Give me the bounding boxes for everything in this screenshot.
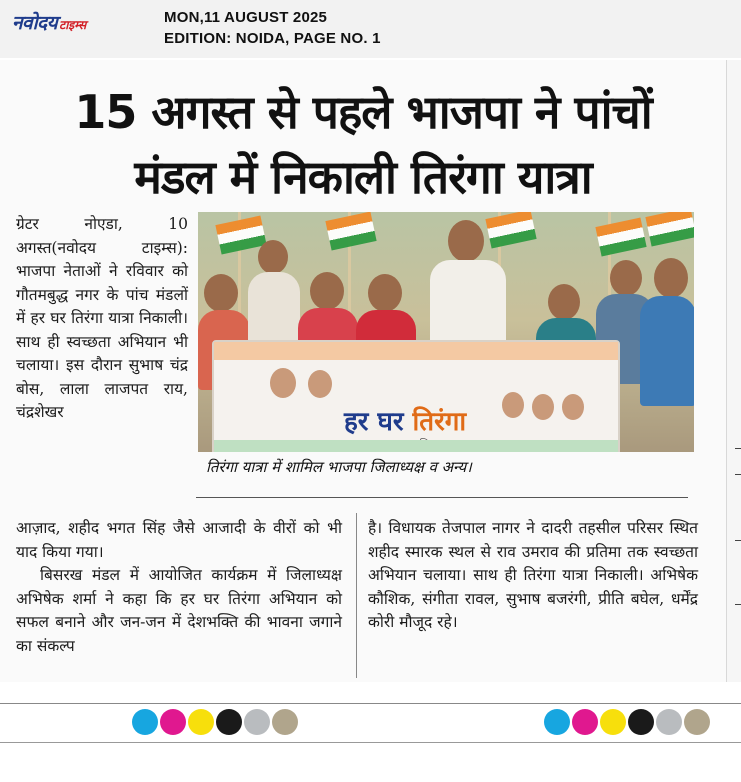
- registration-dot: [160, 709, 186, 735]
- article-photo: [198, 212, 694, 452]
- banner-portrait: [562, 394, 584, 420]
- edge-tick: [735, 448, 741, 449]
- registration-dot: [244, 709, 270, 735]
- banner-portrait: [502, 392, 524, 418]
- body-column-left: [16, 517, 342, 658]
- column-divider: [356, 513, 357, 678]
- registration-dot: [132, 709, 158, 735]
- registration-dot: [272, 709, 298, 735]
- edition-info: EDITION: NOIDA, PAGE NO. 1: [164, 30, 381, 47]
- edge-tick: [735, 474, 741, 475]
- registration-dot: [216, 709, 242, 735]
- page-edge: [726, 60, 741, 682]
- body-column-right: है। विधायक तेजपाल नागर ने दादरी तहसील परिसर स्थित शहीद स्मारक स्थल से राव उमराव की प्रतिमा तक स्वच्छता अभियान चलाया। साथ ही तिरंगा यात्रा निकाली। अभिषेक कौशिक, संगीता रावल, सुभाष बजरंगी, प्रीति बघेल, धर्मेंद्र कोरी मौजूद रहे।: [368, 519, 698, 631]
- photo-caption: तिरंगा यात्रा में शामिल भाजपा जिलाध्यक्ष व अन्य।: [206, 458, 472, 476]
- edge-tick: [735, 540, 741, 541]
- banner-slogan: हर घर तिरंगा: [344, 407, 467, 437]
- banner-portrait: [532, 394, 554, 420]
- body-paragraph: आज़ाद, शहीद भगत सिंह जैसे आजादी के वीरों को भी याद किया गया।: [16, 519, 342, 561]
- registration-dot: [600, 709, 626, 735]
- headline-line-2: मंडल में निकाली तिरंगा यात्रा: [134, 150, 592, 204]
- logo-main-text: नवोदय: [12, 12, 58, 34]
- logo-sub-text: टाइम्स: [59, 18, 87, 32]
- banner-portrait: [308, 370, 332, 398]
- newspaper-logo: [12, 9, 86, 35]
- footer-rule: [0, 742, 741, 743]
- registration-dot: [656, 709, 682, 735]
- flag-icon: [325, 212, 376, 250]
- flag-icon: [485, 212, 536, 248]
- page-footer: [0, 683, 741, 782]
- edition-header: [0, 0, 741, 58]
- registration-dot: [572, 709, 598, 735]
- registration-dot: [188, 709, 214, 735]
- footer-rule: [0, 703, 741, 704]
- caption-divider: [196, 497, 688, 498]
- banner-portrait: [270, 368, 296, 398]
- edition-date: MON,11 AUGUST 2025: [164, 9, 328, 26]
- registration-dot: [684, 709, 710, 735]
- flag-icon: [595, 218, 646, 257]
- flag-icon: [645, 212, 694, 246]
- registration-dot: [628, 709, 654, 735]
- headline-line-1: 15 अगस्त से पहले भाजपा ने पांचों: [74, 85, 652, 139]
- edge-tick: [735, 604, 741, 605]
- body-paragraph: बिसरख मंडल में आयोजित कार्यक्रम में जिलाध्यक्ष अभिषेक शर्मा ने कहा कि हर घर तिरंगा अभियान को सफल बनाने और जन-जन में देशभक्ति की भावना जगाने का संकल्प: [16, 566, 342, 655]
- lead-paragraph: ग्रेटर नोएडा, 10 अगस्त(नवोदय टाइम्स): भाजपा नेताओं ने रविवार को गौतमबुद्ध नगर के पांच मंडलों में हर घर तिरंगा यात्रा निकाली। साथ ही स्वच्छता अभियान भी चलाया। इस दौरान सुभाष चंद्र बोस, लाला लाजपत राय, चंद्रशेखर: [16, 215, 188, 421]
- campaign-banner: [212, 340, 620, 452]
- registration-dot: [544, 709, 570, 735]
